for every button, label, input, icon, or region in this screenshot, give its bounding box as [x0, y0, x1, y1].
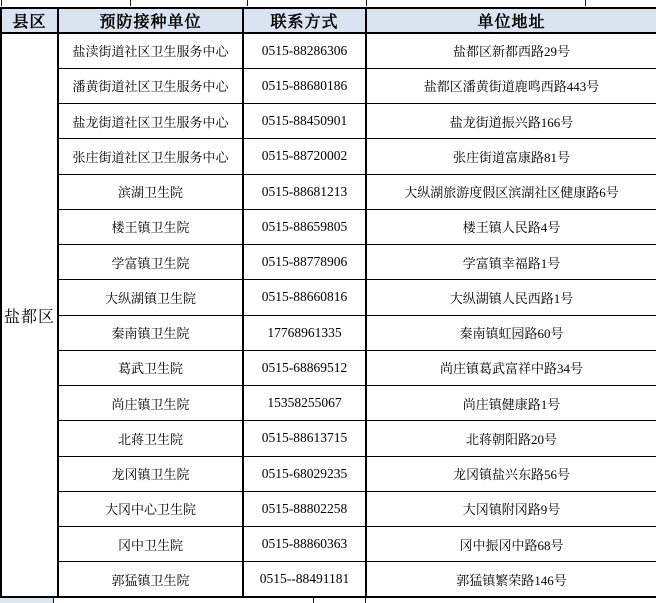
- table-row: [1, 421, 656, 456]
- table-row: [1, 491, 656, 526]
- address-cell[interactable]: 学富镇幸福路1号: [366, 245, 656, 280]
- unit-cell[interactable]: 张庄街道社区卫生服务中心: [58, 139, 243, 174]
- unit-cell[interactable]: 冈中卫生院: [58, 527, 243, 562]
- partial-district-cell: [0, 598, 54, 603]
- address-cell[interactable]: 尚庄镇健康路1号: [366, 386, 656, 421]
- table-row: [1, 68, 656, 103]
- address-cell[interactable]: 秦南镇虹园路60号: [366, 315, 656, 350]
- phone-cell[interactable]: 0515-88680186: [243, 68, 366, 103]
- partial-row-above: [0, 0, 656, 7]
- unit-cell[interactable]: 楼王镇卫生院: [58, 209, 243, 244]
- gridline-fragment: [130, 0, 131, 6]
- phone-cell[interactable]: 0515-68029235: [243, 456, 366, 491]
- address-cell[interactable]: 郭猛镇繁荣路146号: [366, 562, 656, 597]
- address-cell[interactable]: 尚庄镇葛武富祥中路34号: [366, 350, 656, 385]
- column-header-address[interactable]: 单位地址: [366, 8, 656, 33]
- table-row: [1, 245, 656, 280]
- unit-cell[interactable]: 滨湖卫生院: [58, 174, 243, 209]
- address-cell[interactable]: 盐都区新都西路29号: [366, 33, 656, 68]
- table-row: [1, 386, 656, 421]
- address-cell[interactable]: 盐龙街道振兴路166号: [366, 104, 656, 139]
- table-row: [1, 174, 656, 209]
- gridline-fragment: [365, 598, 366, 603]
- partial-row-below: [0, 598, 656, 603]
- table-row: [1, 350, 656, 385]
- table-row: [1, 33, 656, 68]
- phone-cell[interactable]: 0515-88613715: [243, 421, 366, 456]
- phone-cell[interactable]: 0515-68869512: [243, 350, 366, 385]
- phone-cell[interactable]: 0515--88491181: [243, 562, 366, 597]
- table-row: [1, 139, 656, 174]
- address-cell[interactable]: 楼王镇人民路4号: [366, 209, 656, 244]
- table-row: [1, 280, 656, 315]
- phone-cell[interactable]: 0515-88659805: [243, 209, 366, 244]
- phone-cell[interactable]: 0515-88286306: [243, 33, 366, 68]
- phone-cell[interactable]: 0515-88860363: [243, 527, 366, 562]
- unit-cell[interactable]: 北蒋卫生院: [58, 421, 243, 456]
- table-row: [1, 456, 656, 491]
- phone-cell[interactable]: 17768961335: [243, 315, 366, 350]
- unit-cell[interactable]: 学富镇卫生院: [58, 245, 243, 280]
- address-cell[interactable]: 冈中振冈中路68号: [366, 527, 656, 562]
- unit-cell[interactable]: 盐渎街道社区卫生服务中心: [58, 33, 243, 68]
- column-header-district[interactable]: 县区: [1, 8, 58, 33]
- phone-cell[interactable]: 0515-88802258: [243, 491, 366, 526]
- gridline-fragment: [247, 0, 248, 6]
- gridline-fragment: [585, 0, 586, 6]
- header-row: [1, 8, 656, 33]
- table-row: [1, 104, 656, 139]
- gridline-fragment: [1, 0, 2, 6]
- district-cell[interactable]: 盐都区: [1, 33, 58, 597]
- phone-cell[interactable]: 0515-88450901: [243, 104, 366, 139]
- table-body: [1, 33, 656, 597]
- unit-cell[interactable]: 盐龙街道社区卫生服务中心: [58, 104, 243, 139]
- unit-cell[interactable]: 潘黄街道社区卫生服务中心: [58, 68, 243, 103]
- address-cell[interactable]: 盐都区潘黄街道鹿鸣西路443号: [366, 68, 656, 103]
- column-header-unit[interactable]: 预防接种单位: [58, 8, 243, 33]
- unit-cell[interactable]: 葛武卫生院: [58, 350, 243, 385]
- table-row: [1, 562, 656, 597]
- table-row: [1, 527, 656, 562]
- unit-cell[interactable]: 秦南镇卫生院: [58, 315, 243, 350]
- address-cell[interactable]: 北蒋朝阳路20号: [366, 421, 656, 456]
- column-header-phone[interactable]: 联系方式: [243, 8, 366, 33]
- address-cell[interactable]: 龙冈镇盐兴东路56号: [366, 456, 656, 491]
- address-cell[interactable]: 张庄街道富康路81号: [366, 139, 656, 174]
- address-cell[interactable]: 大纵湖镇人民西路1号: [366, 280, 656, 315]
- phone-cell[interactable]: 0515-88720002: [243, 139, 366, 174]
- table-row: [1, 209, 656, 244]
- phone-cell[interactable]: 0515-88660816: [243, 280, 366, 315]
- unit-cell[interactable]: 龙冈镇卫生院: [58, 456, 243, 491]
- unit-cell[interactable]: 尚庄镇卫生院: [58, 386, 243, 421]
- table-row: [1, 315, 656, 350]
- phone-cell[interactable]: 0515-88778906: [243, 245, 366, 280]
- unit-cell[interactable]: 大纵湖镇卫生院: [58, 280, 243, 315]
- gridline-fragment: [366, 0, 367, 6]
- address-cell[interactable]: 大冈镇附冈路9号: [366, 491, 656, 526]
- unit-cell[interactable]: 大冈中心卫生院: [58, 491, 243, 526]
- phone-cell[interactable]: 0515-88681213: [243, 174, 366, 209]
- address-cell[interactable]: 大纵湖旅游度假区滨湖社区健康路6号: [366, 174, 656, 209]
- vaccination-units-table: [0, 7, 656, 598]
- phone-cell[interactable]: 15358255067: [243, 386, 366, 421]
- unit-cell[interactable]: 郭猛镇卫生院: [58, 562, 243, 597]
- gridline-fragment: [313, 598, 314, 603]
